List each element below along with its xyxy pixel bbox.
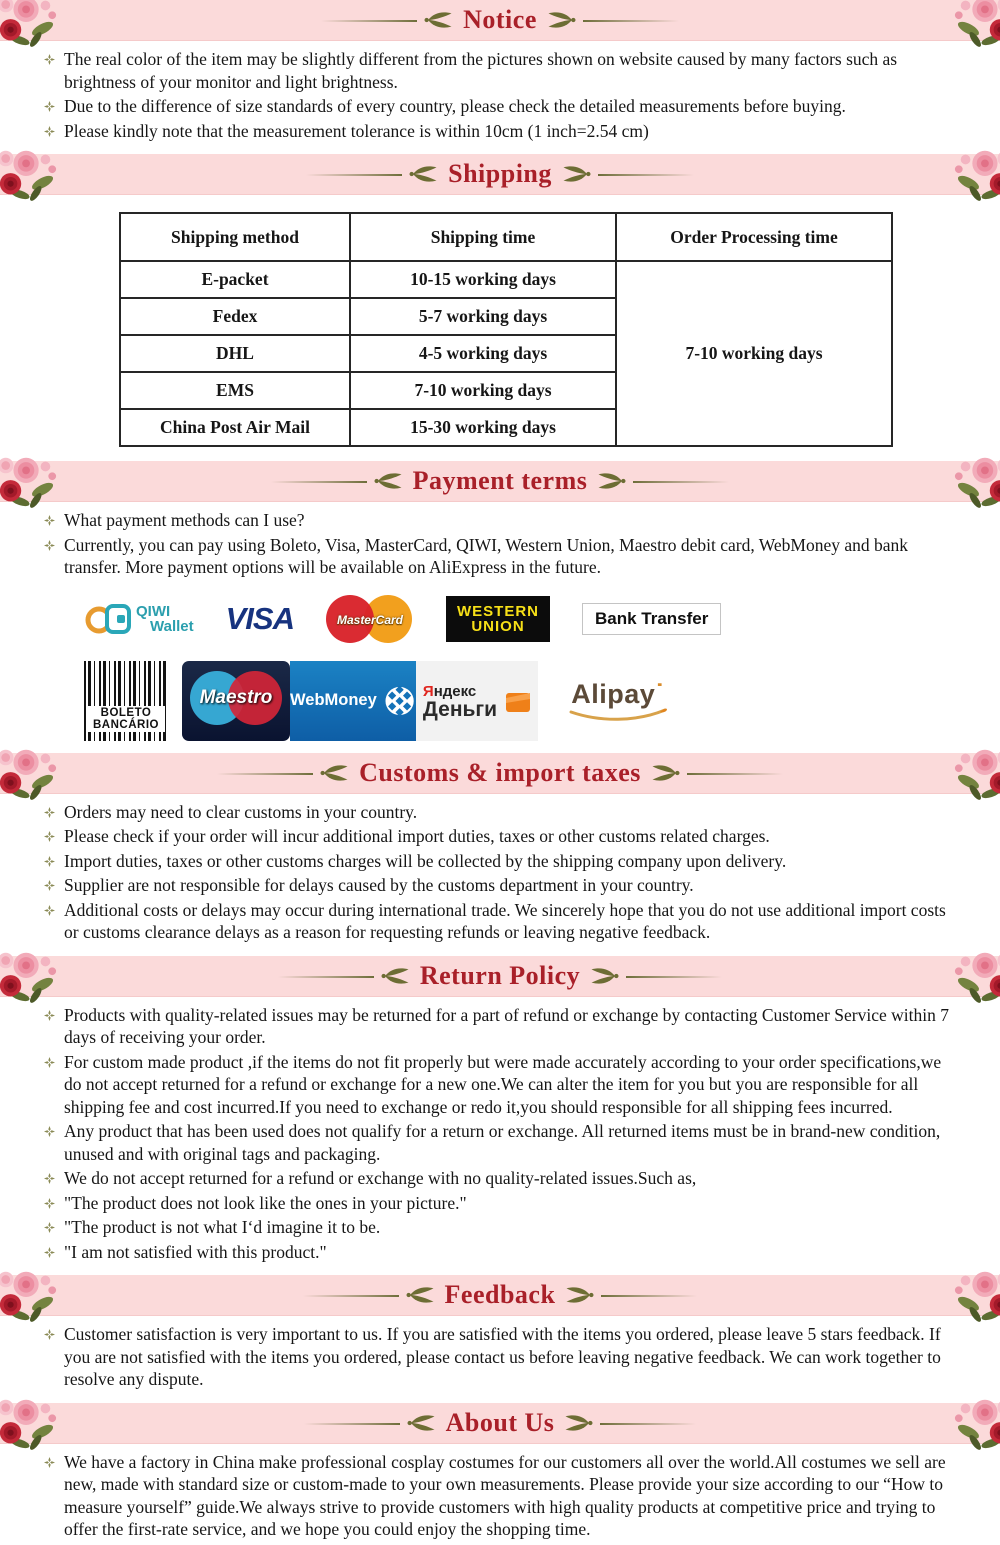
leaf-flourish-icon	[561, 164, 591, 184]
column-header-processing: Order Processing time	[616, 213, 892, 261]
yandex-money-logo	[416, 661, 538, 741]
list-item	[44, 801, 954, 824]
bullet-flower-icon	[44, 1126, 55, 1137]
list-item	[44, 899, 954, 944]
webmoney-label: WebMoney	[290, 691, 377, 709]
list-item	[44, 1451, 954, 1541]
leaf-flourish-icon	[406, 1285, 436, 1305]
list-item	[44, 1323, 954, 1391]
customs-list	[0, 801, 1000, 944]
leaf-flourish-icon	[564, 1285, 594, 1305]
western-union-line2: UNION	[471, 617, 525, 635]
list-item	[44, 825, 954, 848]
leaf-flourish-icon	[320, 763, 350, 783]
list-item-text: Orders may need to clear customs in your country.	[64, 801, 418, 822]
cell-method: EMS	[120, 372, 350, 409]
section-title-about-us: About Us	[445, 1407, 555, 1437]
bullet-flower-icon	[44, 880, 55, 891]
list-item-text: "I am not satisfied with this product."	[64, 1241, 327, 1262]
alipay-logo	[568, 661, 668, 741]
banner-divider-line	[626, 976, 722, 978]
cell-method: DHL	[120, 335, 350, 372]
shipping-table	[119, 212, 893, 447]
boleto-line1: BOLETO	[100, 706, 152, 719]
western-union-logo	[446, 596, 550, 642]
boleto-bancario-logo	[84, 661, 168, 741]
cell-time: 7-10 working days	[350, 372, 616, 409]
banner-divider-line	[633, 481, 729, 483]
feedback-list	[0, 1323, 1000, 1391]
leaf-flourish-icon	[381, 966, 411, 986]
banner-divider-line	[271, 481, 367, 483]
banner-divider-line	[321, 20, 417, 22]
banner-divider-line	[306, 174, 402, 176]
cell-time: 10-15 working days	[350, 261, 616, 298]
bullet-flower-icon	[44, 1173, 55, 1184]
list-item-text: Please kindly note that the measurement tolerance is within 10cm (1 inch=2.54 cm)	[64, 120, 649, 141]
boleto-line2: BANCÁRIO	[93, 718, 159, 731]
banner-divider-line	[217, 773, 313, 775]
customs-banner	[0, 753, 1000, 794]
list-item-text: Products with quality-related issues may be returned for a part of refund or exchange by contacting Customer Service within 7 days of receiving your order.	[64, 1004, 949, 1047]
list-item	[44, 1167, 954, 1190]
leaf-flourish-icon	[650, 763, 680, 783]
cell-time: 15-30 working days	[350, 409, 616, 446]
list-item-text: Please check if your order will incur additional import duties, taxes or other customs related charges.	[64, 826, 770, 846]
cell-time: 5-7 working days	[350, 298, 616, 335]
leaf-flourish-icon	[424, 10, 454, 30]
banner-divider-line	[583, 20, 679, 22]
rose-decoration-icon	[0, 1396, 59, 1452]
list-item	[44, 1241, 954, 1264]
banner-divider-line	[600, 1423, 696, 1425]
list-item-text: What payment methods can I use?	[64, 510, 305, 530]
list-item	[44, 1216, 954, 1239]
return-policy-banner	[0, 956, 1000, 997]
list-item	[44, 874, 954, 897]
list-item-text: For custom made product ,if the items do not fit properly but were made accurately according to your order specifications,we do not accept returned for a refund or exchange for a new one.We can alter the item for you but you are responsible for all shipping fee and cost incurred.If you need to exchange or redo it,you should responsible for all shipping fees incurred.	[64, 1051, 942, 1117]
list-item	[44, 1120, 954, 1165]
feedback-banner	[0, 1275, 1000, 1316]
yandex-wallet-icon	[505, 689, 531, 713]
notice-banner	[0, 0, 1000, 41]
payment-logos-row-2	[84, 661, 1000, 741]
cell-method: China Post Air Mail	[120, 409, 350, 446]
cell-time: 4-5 working days	[350, 335, 616, 372]
list-item	[44, 509, 954, 532]
payment-banner	[0, 461, 1000, 502]
list-item	[44, 1051, 954, 1119]
webmoney-globe-icon	[383, 681, 416, 721]
rose-decoration-icon	[952, 0, 1000, 49]
table-header-row	[120, 213, 892, 261]
section-title-feedback: Feedback	[444, 1280, 556, 1309]
rose-decoration-icon	[0, 147, 59, 203]
rose-decoration-icon	[952, 147, 1000, 203]
payment-logos-row-1	[84, 591, 1000, 647]
qiwi-label-line1: QIWI	[136, 602, 171, 620]
bullet-flower-icon	[44, 1198, 55, 1209]
list-item-text: The real color of the item may be slightly different from the pictures shown on website caused by many factors such as brightness of your monitor and light brightness.	[64, 49, 898, 92]
bullet-flower-icon	[44, 1010, 55, 1021]
visa-logo: VISA	[225, 600, 294, 636]
yandex-money-label: Деньги	[422, 697, 498, 721]
bank-transfer-logo: Bank Transfer	[582, 603, 721, 635]
list-item-text: We do not accept returned for a refund or exchange with no quality-related issues.Such as,	[64, 1168, 697, 1188]
list-item-text: Due to the difference of size standards of every country, please check the detailed measurements before buying.	[64, 96, 846, 116]
payment-list	[0, 509, 1000, 579]
section-title-payment: Payment terms	[412, 466, 588, 495]
yandex-brand-rest: ндекс	[433, 682, 477, 700]
mastercard-label: MasterCard	[336, 612, 403, 627]
rose-decoration-icon	[0, 0, 59, 49]
leaf-flourish-icon	[596, 471, 626, 491]
leaf-flourish-icon	[374, 471, 404, 491]
banner-divider-line	[278, 976, 374, 978]
maestro-label: Maestro	[199, 686, 273, 708]
payment-logos	[84, 591, 1000, 741]
notice-list	[0, 48, 1000, 142]
yandex-initial: Я	[422, 682, 434, 700]
list-item-text: Any product that has been used does not qualify for a return or exchange. All returned items must be in brand-new condition, unused and with original tags and packaging.	[64, 1121, 941, 1164]
list-item-text: Import duties, taxes or other customs charges will be collected by the shipping company upon delivery.	[64, 850, 787, 871]
list-item-text: Supplier are not responsible for delays caused by the customs department in your country.	[64, 875, 694, 895]
western-union-line1: WESTERN	[456, 602, 539, 620]
list-item-text: Additional costs or delays may occur during international trade. We sincerely hope that you do not use additional import costs or customs clearance delays as a reason for requesting refunds or leaving negative feedback.	[64, 899, 946, 942]
leaf-flourish-icon	[546, 10, 576, 30]
mastercard-logo	[326, 593, 414, 645]
rose-decoration-icon	[0, 746, 59, 802]
cell-method: Fedex	[120, 298, 350, 335]
list-item	[44, 48, 954, 93]
leaf-flourish-icon	[409, 164, 439, 184]
column-header-time: Shipping time	[350, 213, 616, 261]
column-header-method: Shipping method	[120, 213, 350, 261]
banner-divider-line	[303, 1295, 399, 1297]
list-item-text: "The product is not what I‘d imagine it to be.	[64, 1217, 381, 1237]
list-item	[44, 1192, 954, 1215]
cell-method: E-packet	[120, 261, 350, 298]
banner-divider-line	[601, 1295, 697, 1297]
section-title-customs: Customs & import taxes	[359, 757, 641, 787]
bullet-flower-icon	[44, 1247, 55, 1258]
banner-divider-line	[304, 1423, 400, 1425]
bullet-flower-icon	[44, 1057, 55, 1068]
bullet-flower-icon	[44, 54, 55, 65]
list-item	[44, 95, 954, 118]
rose-decoration-icon	[0, 1268, 59, 1324]
rose-decoration-icon	[952, 1396, 1000, 1452]
list-item	[44, 1004, 954, 1049]
bullet-flower-icon	[44, 540, 55, 551]
alipay-label: Alipay˙	[571, 679, 665, 709]
section-title-notice: Notice	[463, 5, 537, 34]
leaf-flourish-icon	[589, 966, 619, 986]
bullet-flower-icon	[44, 807, 55, 818]
banner-divider-line	[687, 773, 783, 775]
qiwi-label-line2: Wallet	[150, 617, 194, 635]
bullet-flower-icon	[44, 905, 55, 916]
webmoney-logo	[290, 661, 416, 741]
bullet-flower-icon	[44, 101, 55, 112]
table-row	[120, 261, 892, 298]
maestro-logo	[182, 661, 290, 741]
cell-processing-time: 7-10 working days	[616, 261, 892, 446]
qiwi-icon	[84, 598, 136, 640]
rose-decoration-icon	[0, 454, 59, 510]
list-item	[44, 534, 954, 579]
bullet-flower-icon	[44, 1222, 55, 1233]
bullet-flower-icon	[44, 126, 55, 137]
rose-decoration-icon	[952, 746, 1000, 802]
qiwi-wallet-logo	[84, 598, 194, 640]
leaf-flourish-icon	[563, 1413, 593, 1433]
shipping-banner	[0, 154, 1000, 195]
return-policy-list	[0, 1004, 1000, 1264]
bullet-flower-icon	[44, 515, 55, 526]
banner-divider-line	[598, 174, 694, 176]
list-item	[44, 120, 954, 143]
rose-decoration-icon	[952, 949, 1000, 1005]
list-item	[44, 850, 954, 873]
rose-decoration-icon	[952, 454, 1000, 510]
about-us-banner	[0, 1403, 1000, 1444]
bullet-flower-icon	[44, 1329, 55, 1340]
leaf-flourish-icon	[407, 1413, 437, 1433]
list-item-text: Customer satisfaction is very important to us. If you are satisfied with the items you ordered, please leave 5 stars feedback. If you are not satisfied with the items you ordered, please contact us before leaving negative feedback. We can work together to resolve any dispute.	[64, 1324, 941, 1389]
list-item-text: We have a factory in China make professional cosplay costumes for our customers all over the world.All costumes we sell are new, made with standard size or custom-made to your own measurements. Please provide your size according to our “How to measure yourself” guide.We always strive to provide customers with high quality products at competitive price and trying to offer the first-rate service, and we hope you could enjoy the shopping time.	[64, 1451, 946, 1539]
alipay-swoosh-icon	[568, 708, 668, 722]
list-item-text: "The product does not look like the ones in your picture."	[64, 1192, 467, 1213]
rose-decoration-icon	[0, 949, 59, 1005]
list-item-text: Currently, you can pay using Boleto, Visa, MasterCard, QIWI, Western Union, Maestro debit card, WebMoney and bank transfer. More payment options will be available on AliExpress in the future.	[64, 534, 909, 577]
about-us-list	[0, 1451, 1000, 1541]
section-title-shipping: Shipping	[448, 159, 552, 188]
bullet-flower-icon	[44, 856, 55, 867]
rose-decoration-icon	[952, 1268, 1000, 1324]
bullet-flower-icon	[44, 831, 55, 842]
section-title-return-policy: Return Policy	[419, 960, 581, 990]
bullet-flower-icon	[44, 1457, 55, 1468]
